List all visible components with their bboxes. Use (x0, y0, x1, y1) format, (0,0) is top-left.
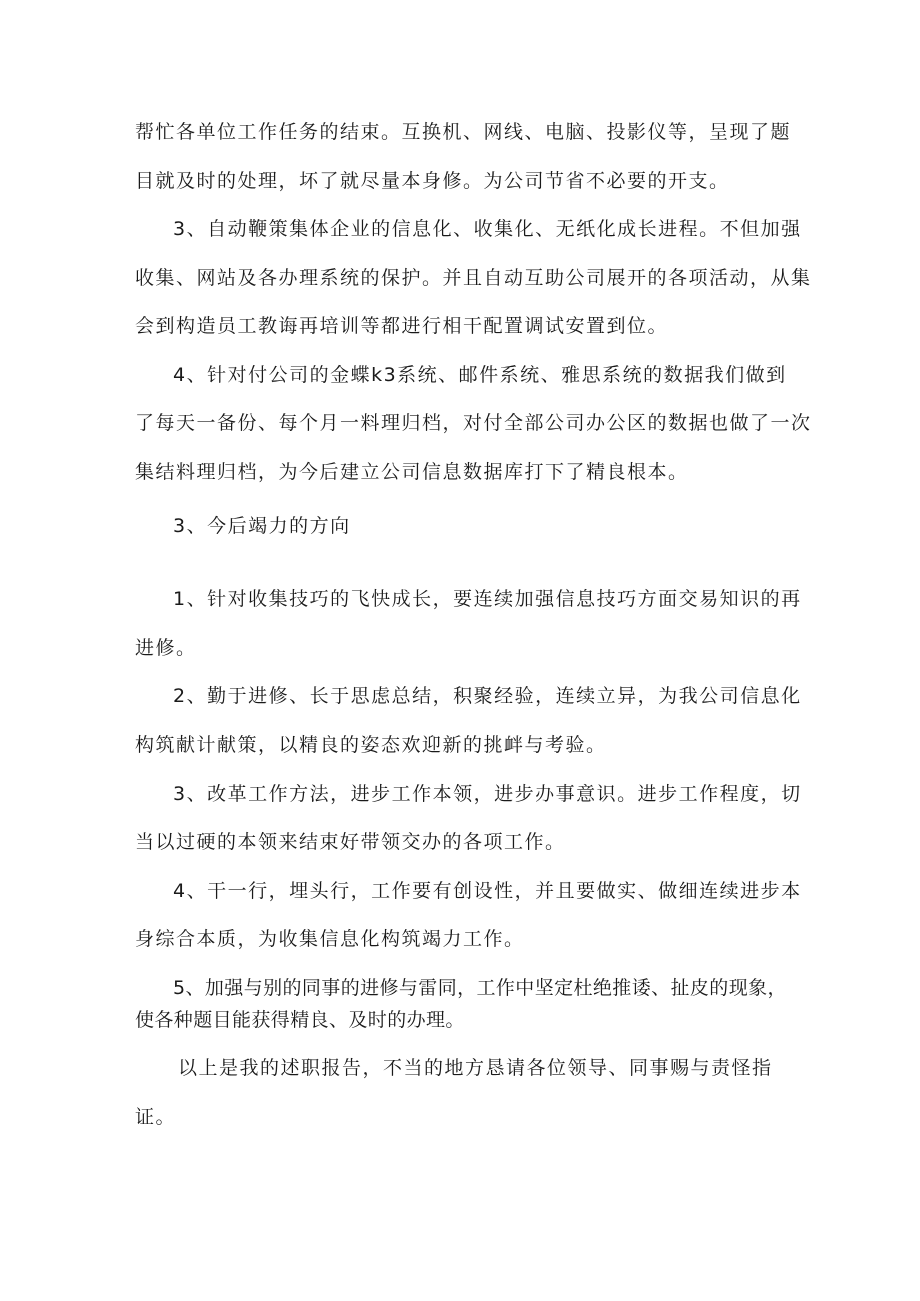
text-line: 4、针对付公司的金蝶k3系统、邮件系统、雅思系统的数据我们做到 (173, 364, 787, 386)
text-line: 3、改革工作方法，进步工作本领，进步办事意识。进步工作程度，切 (173, 783, 802, 805)
text-line: 了每天一备份、每个月一料理归档，对付全部公司办公区的数据也做了一次 (135, 412, 812, 434)
text-line: 收集、网站及各办理系统的保护。并且自动互助公司展开的各项活动，从集 (135, 267, 812, 289)
text-line: 2、勤于进修、长于思虑总结，积聚经验，连续立异，为我公司信息化 (173, 685, 802, 707)
closing-line: 以上是我的述职报告，不当的地方恳请各位领导、同事赐与责怪指 (178, 1057, 773, 1079)
text-line: 身综合本质，为收集信息化构筑竭力工作。 (135, 928, 525, 950)
text-line: 会到构造员工教诲再培训等都进行相干配置调试安置到位。 (135, 315, 669, 337)
text-line: 构筑献计献策，以精良的姿态欢迎新的挑衅与考验。 (135, 734, 607, 756)
closing-line: 证。 (135, 1106, 177, 1128)
text-line: 进修。 (135, 637, 197, 659)
text-line: 5、加强与别的同事的进修与雷同，工作中坚定杜绝推诿、扯皮的现象， (173, 977, 787, 999)
text-line: 目就及时的处理，坏了就尽量本身修。为公司节省不必要的开支。 (135, 170, 730, 192)
text-line: 当以过硬的本领来结束好带领交办的各项工作。 (135, 831, 566, 853)
text-line: 4、干一行，埋头行，工作要有创设性，并且要做实、做细连续进步本 (173, 880, 802, 902)
text-line: 3、自动鞭策集体企业的信息化、收集化、无纸化成长进程。不但加强 (173, 218, 802, 240)
text-line: 使各种题目能获得精良、及时的办理。 (135, 1009, 465, 1031)
section-heading: 3、今后竭力的方向 (173, 515, 351, 537)
text-line: 集结料理归档，为今后建立公司信息数据库打下了精良根本。 (135, 461, 689, 483)
text-line: 帮忙各单位工作任务的结束。互换机、网线、电脑、投影仪等，呈现了题 (135, 121, 792, 143)
text-line: 1、针对收集技巧的飞快成长，要连续加强信息技巧方面交易知识的再 (173, 588, 802, 610)
